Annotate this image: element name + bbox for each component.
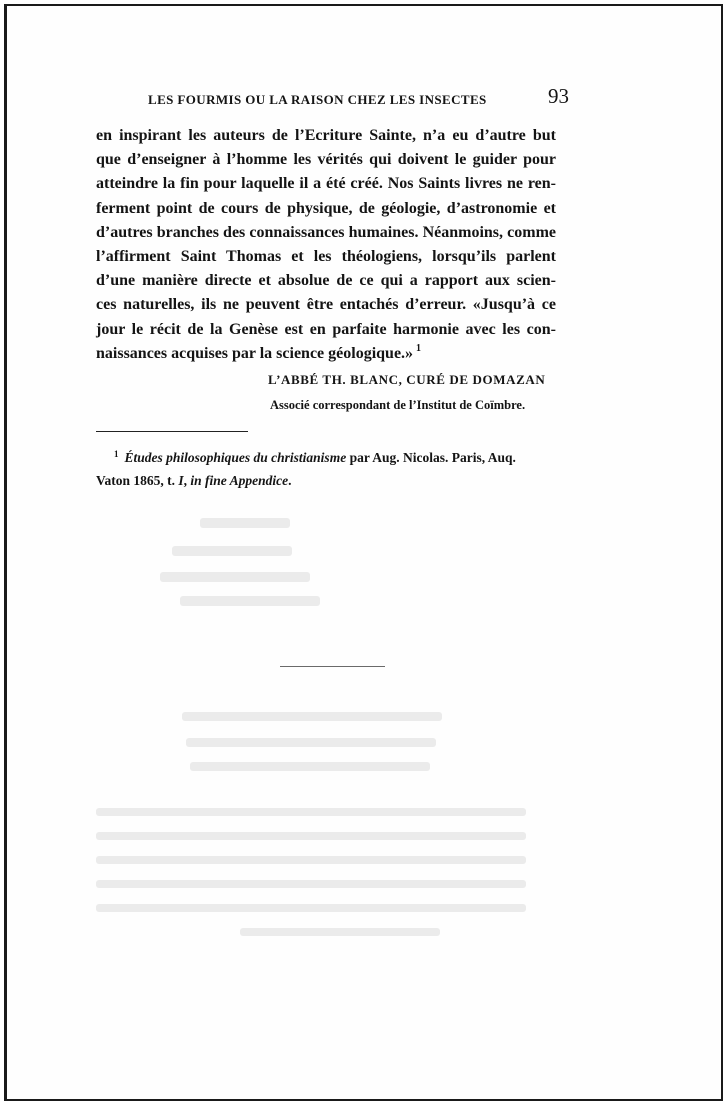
running-title: LES FOURMIS OU LA RAISON CHEZ LES INSECTES: [148, 92, 487, 107]
signature-affiliation: Associé correspondant de l’Institut de Coïmbre.: [270, 398, 526, 412]
page-number: 93: [548, 84, 569, 108]
footnote-line-1: [96, 446, 556, 469]
text-line: d’autres branches des connaissances humaines. Néanmoins, comme: [96, 223, 556, 241]
text-line: l’affirment Saint Thomas et les théologiens, lorsqu’ils parlent: [96, 247, 556, 265]
footnote-location: in fine Appendice: [190, 473, 289, 488]
footnote-text: .: [288, 473, 292, 488]
show-through-text: [186, 738, 436, 747]
footnote-text: ,: [183, 473, 191, 488]
footnote-book-title: Études philosophiques du christianisme: [124, 450, 347, 465]
show-through-text: [96, 856, 526, 864]
show-through-text: [180, 596, 320, 606]
show-through-text: [190, 762, 430, 771]
text-line: ces naturelles, ils ne peuvent être entachés d’erreur. «Jusqu’à ce: [96, 296, 556, 314]
text-line: que d’enseigner à l’homme les vérités qui doivent le guider pour: [96, 151, 556, 169]
signature-author: L’ABBÉ TH. BLANC, CURÉ DE DOMAZAN: [268, 372, 546, 387]
text-line: atteindre la fin pour laquelle il a été créé. Nos Saints livres ne ren-: [96, 175, 556, 193]
show-through-text: [96, 880, 526, 888]
body-text: [96, 124, 556, 366]
show-through-text: [240, 928, 440, 936]
show-through-text: [182, 712, 442, 721]
footnote: [96, 446, 556, 492]
footnote-line-2: [96, 469, 556, 492]
show-through-text: [96, 832, 526, 840]
show-through-text: [160, 572, 310, 582]
show-through-rule: [280, 666, 385, 667]
text-line: en inspirant les auteurs de l’Ecriture Sainte, n’a eu d’autre but: [96, 127, 556, 144]
text-line: ferment point de cours de physique, de géologie, d’astronomie et: [96, 199, 556, 217]
footnote-volume: I: [178, 473, 184, 488]
footnote-text: Vaton 1865, t.: [96, 473, 179, 488]
text-line: d’une manière directe et absolue de ce qui a rapport aux scien-: [96, 272, 556, 290]
show-through-text: [200, 518, 290, 528]
show-through-text: [96, 808, 526, 816]
footnote-separator: [96, 431, 248, 432]
footnote-reference: 1: [416, 343, 422, 355]
page-header: [0, 0, 726, 120]
text-line-content: naissances acquises par la science géologique.»: [96, 344, 414, 362]
footnote-text: par Aug. Nicolas. Paris, Auq.: [346, 450, 516, 465]
text-line-last: [96, 342, 556, 366]
text-line: jour le récit de la Genèse est en parfaite harmonie avec les con-: [96, 320, 556, 338]
show-through-text: [96, 904, 526, 912]
footnote-mark: 1: [114, 448, 119, 459]
show-through-text: [172, 546, 292, 556]
